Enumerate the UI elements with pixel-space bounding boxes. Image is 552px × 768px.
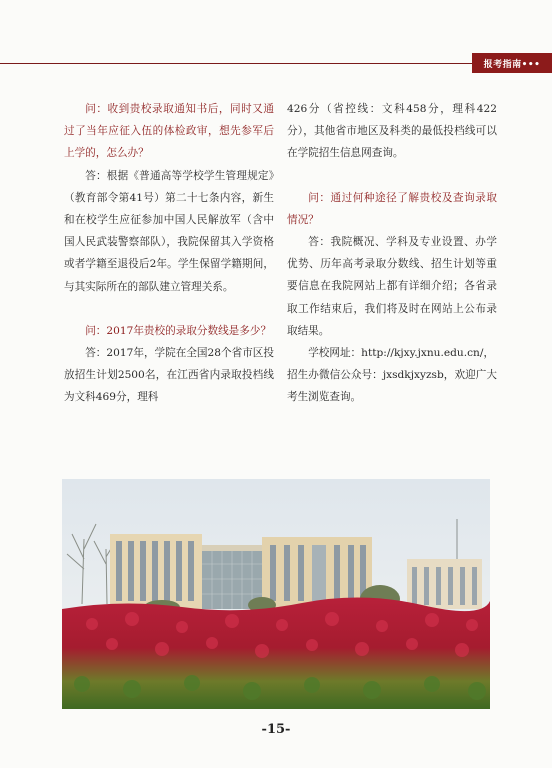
question-1: 问：收到贵校录取通知书后，同时又通过了当年应征入伍的体检政审，想先参军后上学的，怎么办？ <box>64 103 274 160</box>
left-column <box>64 98 274 409</box>
answer-1: 答：根据《普通高等学校学生管理规定》（教育部令第41号）第二十七条内容，新生和在校学生应征参加中国人民解放军（含中国人民武装警察部队），我院保留其入学资格或者学籍至退役后2年。学生保留学籍期间，与其实际所在的部队建立管理关系。 <box>64 169 274 293</box>
question-2: 问：2017年贵校的录取分数线是多少？ <box>85 324 272 337</box>
page-number: -15- <box>261 722 291 737</box>
wechat-account: 招生办微信公众号：jxsdkjxyzsb，欢迎广大考生浏览查询。 <box>287 369 497 404</box>
answer-2-continued: 426分（省控线：文科458分，理科422分），其他省市地区及科类的最低投档线可以在学院招生信息网查询。 <box>287 103 497 160</box>
campus-photo <box>62 479 490 709</box>
answer-2-start: 答：2017年，学院在全国28个省市区投放招生计划2500名，在江西省内录取投档线为文科469分，理科 <box>64 347 274 404</box>
answer-3: 答：我院概况、学科及专业设置、办学优势、历年高考录取分数线、招生计划等重要信息在我院网站上都有详细介绍；各省录取工作结束后，我们将及时在网站上公布录取结果。 <box>287 236 497 337</box>
school-website: 学校网址：http://kjxy.jxnu.edu.cn/， <box>308 347 495 360</box>
question-3: 问：通过何种途径了解贵校及查询录取情况？ <box>287 191 497 226</box>
right-column <box>287 98 497 409</box>
section-tag: 报考指南••• <box>472 53 552 73</box>
header-rule <box>0 63 552 64</box>
